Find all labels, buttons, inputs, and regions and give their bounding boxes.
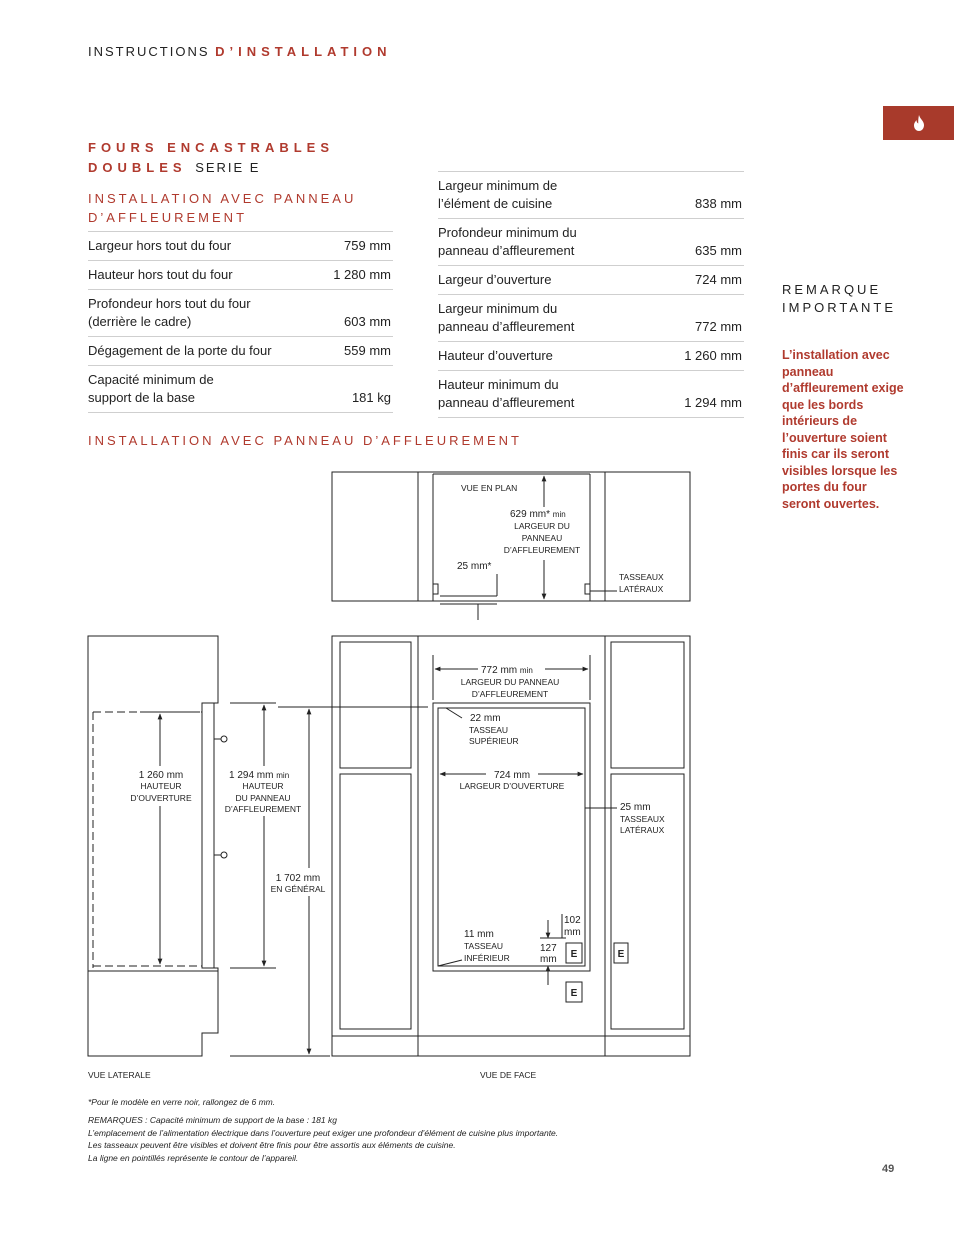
table-row: Profondeur hors tout du four (derrière le cadre) 603 mm: [88, 290, 393, 337]
svg-text:D’AFFLEUREMENT: D’AFFLEUREMENT: [224, 804, 302, 814]
svg-text:PANNEAU: PANNEAU: [521, 533, 563, 543]
title-line2: [88, 160, 260, 175]
note-4: Les tasseaux peuvent être visibles et doivent être finis pour être assortis aux éléments de cuisine.: [88, 1140, 456, 1150]
svg-text:mm: mm: [564, 927, 581, 938]
table-row: Largeur d’ouverture 724 mm: [438, 266, 744, 295]
plan-cleat-left: [433, 584, 438, 594]
side-h1-value: 1 260 mm: [138, 770, 184, 781]
handle-top: [221, 736, 227, 742]
svg-text:LATÉRAUX: LATÉRAUX: [619, 584, 664, 594]
front-upper-door-left: [340, 642, 411, 768]
svg-text:mm: mm: [540, 954, 557, 965]
front-e-label-3: E: [570, 988, 578, 999]
table-row: Largeur minimum de l’élément de cuisine 838 mm: [438, 172, 744, 219]
side-oven-door: [202, 703, 214, 968]
svg-text:EN GÉNÉRAL: EN GÉNÉRAL: [270, 884, 326, 894]
table-row: Profondeur minimum du panneau d’affleurement 635 mm: [438, 219, 744, 266]
svg-text:D’AFFLEUREMENT: D’AFFLEUREMENT: [503, 545, 581, 555]
plan-view-label: VUE EN PLAN: [461, 483, 518, 493]
side-h3-value: 1 702 mm: [275, 873, 321, 884]
svg-text:DU PANNEAU: DU PANNEAU: [235, 793, 291, 803]
svg-text:D’OUVERTURE: D’OUVERTURE: [130, 793, 192, 803]
side-caption: VUE LATERALE: [88, 1070, 151, 1080]
section1-title: [88, 189, 356, 227]
handle-bottom: [221, 852, 227, 858]
front-caption: VUE DE FACE: [480, 1070, 537, 1080]
front-bottom-value: 11 mm: [464, 929, 494, 940]
svg-text:LARGEUR DU: LARGEUR DU: [514, 521, 570, 531]
svg-text:127: 127: [540, 943, 557, 954]
svg-text:1 294 mm min: 1 294 mm min: [229, 770, 290, 781]
front-lower-door-left: [340, 774, 411, 1029]
svg-text:TASSEAU: TASSEAU: [464, 941, 504, 951]
svg-text:LARGEUR D’OUVERTURE: LARGEUR D’OUVERTURE: [459, 781, 565, 791]
svg-text:TASSEAU: TASSEAU: [469, 725, 509, 735]
note-5: La ligne en pointillés représente le contour de l’appareil.: [88, 1153, 299, 1163]
svg-text:772 mm min: 772 mm min: [481, 665, 533, 676]
svg-text:HAUTEUR: HAUTEUR: [140, 781, 182, 791]
svg-text:LARGEUR DU PANNEAU: LARGEUR DU PANNEAU: [460, 677, 560, 687]
note-1: *Pour le modèle en verre noir, rallongez de 6 mm.: [88, 1097, 276, 1107]
front-w1-value: 772 mm: [481, 665, 518, 676]
table-row: Largeur minimum du panneau d’affleurement 772 mm: [438, 295, 744, 342]
header-emphasis: D’INSTALLATION: [215, 44, 392, 59]
remark-text: L’installation avec panneau d’affleurement exige que les bords intérieurs de l’ouverture soient finis car ils seront visibles lorsque les portes du four seront ouvertes.: [782, 348, 904, 511]
front-upper-door-right: [611, 642, 684, 768]
table-row: Capacité minimum de support de la base 181 kg: [88, 366, 393, 413]
front-opening-inner: [438, 708, 585, 966]
plan-cleat-right: [585, 584, 590, 594]
diagram-title: INSTALLATION AVEC PANNEAU D’AFFLEUREMENT: [88, 433, 522, 448]
table-row: Hauteur hors tout du four 1 280 mm: [88, 261, 393, 290]
right-spec-table: [438, 171, 744, 418]
side-h2-value: 1 294 mm: [229, 770, 274, 781]
side-cabinet: [88, 636, 218, 1056]
svg-text:102: 102: [564, 915, 581, 926]
front-e-label-1: E: [570, 949, 578, 960]
svg-text:629 mm* min: 629 mm* min: [510, 509, 566, 520]
page-header: [88, 44, 392, 59]
section-tab: [883, 106, 954, 140]
table-row: Dégagement de la porte du four 559 mm: [88, 337, 393, 366]
svg-text:D’AFFLEUREMENT: D’AFFLEUREMENT: [471, 689, 549, 699]
table-row: Largeur hors tout du four 759 mm: [88, 232, 393, 261]
table-row: Hauteur minimum du panneau d’affleurement 1 294 mm: [438, 371, 744, 418]
svg-text:HAUTEUR: HAUTEUR: [242, 781, 284, 791]
title-series: SERIE E: [195, 160, 261, 175]
title-line1: FOURS ENCASTRABLES: [88, 140, 335, 155]
note-2: REMARQUES : Capacité minimum de support de la base : 181 kg: [88, 1115, 337, 1125]
title-line2-text: DOUBLES: [88, 160, 187, 175]
table-row: Hauteur d’ouverture 1 260 mm: [438, 342, 744, 371]
note-3: L’emplacement de l’alimentation électrique dans l’ouverture peut exiger une profondeur d’élément de cuisine plus importante.: [88, 1128, 559, 1138]
svg-text:SUPÉRIEUR: SUPÉRIEUR: [469, 736, 519, 746]
front-e-label-2: E: [617, 949, 625, 960]
installation-diagram: [0, 460, 954, 1090]
plan-dim2: 25 mm*: [457, 561, 492, 572]
svg-text:LATÉRAUX: LATÉRAUX: [620, 825, 665, 835]
section1-title-a: INSTALLATION AVEC PANNEAU: [88, 191, 357, 206]
svg-text:INFÉRIEUR: INFÉRIEUR: [464, 953, 510, 963]
front-outline: [332, 636, 690, 1056]
svg-text:TASSEAUX: TASSEAUX: [620, 814, 665, 824]
remark-title: REMARQUE IMPORTANTE: [782, 282, 897, 315]
header-prefix: INSTRUCTIONS: [88, 44, 210, 59]
plan-dim1-value: 629 mm*: [510, 509, 551, 520]
left-spec-table: [88, 231, 393, 413]
svg-text:TASSEAUX: TASSEAUX: [619, 572, 664, 582]
section1-title-b: D’AFFLEUREMENT: [88, 210, 248, 225]
page-number: 49: [882, 1163, 895, 1175]
front-side-value: 25 mm: [620, 802, 651, 813]
front-w2-value: 724 mm: [493, 770, 531, 781]
flame-icon: [912, 115, 926, 131]
front-top-value: 22 mm: [470, 713, 501, 724]
